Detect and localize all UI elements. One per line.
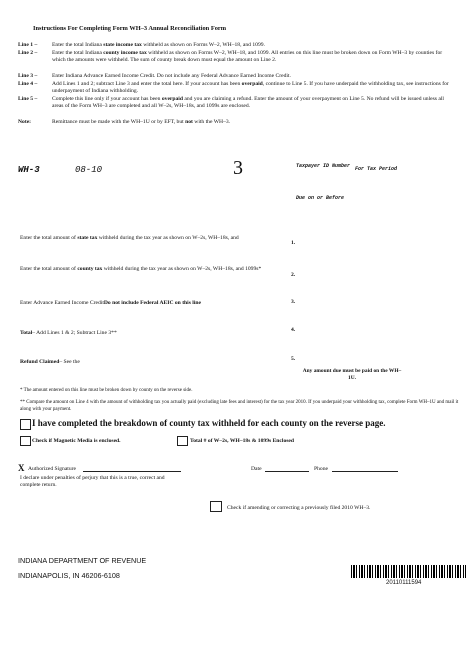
signature-line[interactable] xyxy=(83,471,181,472)
tax-period-label: For Tax Period xyxy=(355,166,398,172)
form-number-big: 3 xyxy=(233,157,243,179)
county-breakdown-label: I have completed the breakdown of county tax withheld for each county on the reverse page. xyxy=(32,418,386,428)
line-4-label: Line 4 – xyxy=(18,81,38,87)
phone-line[interactable] xyxy=(332,471,398,472)
county-breakdown-checkbox[interactable] xyxy=(20,419,31,430)
line-2-text: Enter the total Indiana county income tax withheld as shown on Forms W–2, WH–18, and 1099. All entries on this line must be broken down on Form WH–3 by counties for which the amounts were withheld. The sum of county break down must equal the amount on Line 2. xyxy=(52,50,443,63)
total-enclosed-box[interactable] xyxy=(177,436,188,446)
magnetic-media-label: Check if Magnetic Media is enclosed. xyxy=(32,438,121,444)
line-5-label: Line 5 – xyxy=(18,96,38,102)
total-enclosed-label: Total # of W–2s, WH–18s & 1099s Enclosed xyxy=(190,438,295,444)
form-code: WH-3 xyxy=(18,165,40,175)
signature-label: Authorized Signature xyxy=(28,466,77,472)
row-5-number: 5. xyxy=(291,356,296,362)
barcode-number: 20110111594 xyxy=(386,580,422,586)
form-title: Instructions For Completing Form WH–3 Annual Reconciliation Form xyxy=(33,25,227,32)
row-4-label: Total– Add Lines 1 & 2; Subtract Line 3** xyxy=(20,330,117,336)
due-date-label: Due on or Before xyxy=(296,195,345,201)
line-1-text: Enter the total Indiana state income tax withheld as shown on Forms W–2, WH–18, and 1099. xyxy=(52,42,265,48)
taxpayer-id-label: Taxpayer ID Number xyxy=(296,163,351,169)
footnote-1: * The amount entered on this line must be broken down by county on the reverse side. xyxy=(20,388,193,393)
note-text: Remittance must be made with the WH–1U or by EFT, but not with the WH–3. xyxy=(52,119,231,125)
magnetic-media-checkbox[interactable] xyxy=(20,436,31,446)
note-label: Note: xyxy=(18,119,32,125)
date-label: Date xyxy=(251,466,262,472)
line-5-text: Complete this line only if your account has been overpaid and you are claiming a refund. Enter the amount of your overpayment on Line 5. No refund will be issued unless all areas of the Form WH–3 are completed and all W–2s, WH–18s, and 1099s are enclosed. xyxy=(52,96,444,109)
row-1-number: 1. xyxy=(291,240,296,246)
department-city: INDIANAPOLIS, IN 46206-6108 xyxy=(18,571,120,580)
form-year: 08-10 xyxy=(75,165,103,175)
row-2-label: Enter the total amount of county tax withheld during the tax year as shown on W–2s, WH–18s, and 1099s* xyxy=(20,266,262,272)
line-4-text: Add Lines 1 and 2; subtract Line 3 and enter the total here. If your account has been overpaid, continue to Line 5. If you have underpaid the withholding tax, see instructions for underpayment of Indiana withholding. xyxy=(52,81,449,94)
line-3-text: Enter Indiana Advance Earned Income Credit. Do not include any Federal Advance Earned Income Credit. xyxy=(52,73,291,79)
amount-due-note: Any amount due must be paid on the WH–1U. xyxy=(302,368,402,381)
footnote-2: ** Compare the amount on Line 4 with the amount of withholding tax you actually paid (excluding late fees and interest) for the tax year 2010. If you underpaid your withholding tax, complete Form WH–1U and mail it along with your payment. xyxy=(20,400,459,412)
amending-label: Check if amending or correcting a previously filed 2010 WH–3. xyxy=(227,505,371,511)
phone-label: Phone xyxy=(314,466,328,472)
row-1-label: Enter the total amount of state tax withheld during the tax year as shown on W–2s, WH–18s, and xyxy=(20,235,239,241)
line-2-label: Line 2 – xyxy=(18,50,38,56)
row-5-label: Refund Claimed– See the xyxy=(20,359,80,365)
department-name: INDIANA DEPARTMENT OF REVENUE xyxy=(18,556,147,565)
barcode xyxy=(351,565,466,578)
row-4-number: 4. xyxy=(291,327,296,333)
amending-checkbox[interactable] xyxy=(210,501,222,512)
date-line[interactable] xyxy=(265,471,309,472)
row-3-number: 3. xyxy=(291,299,296,305)
signature-x-mark: X xyxy=(18,463,25,473)
row-3-label: Enter Advance Earned Income CreditDo not include Federal AEIC on this line xyxy=(20,300,201,306)
line-1-label: Line 1 – xyxy=(18,42,38,48)
perjury-statement: I declare under penalties of perjury that this is a true, correct and complete return. xyxy=(20,475,165,488)
row-2-number: 2. xyxy=(291,272,296,278)
line-3-label: Line 3 – xyxy=(18,73,38,79)
